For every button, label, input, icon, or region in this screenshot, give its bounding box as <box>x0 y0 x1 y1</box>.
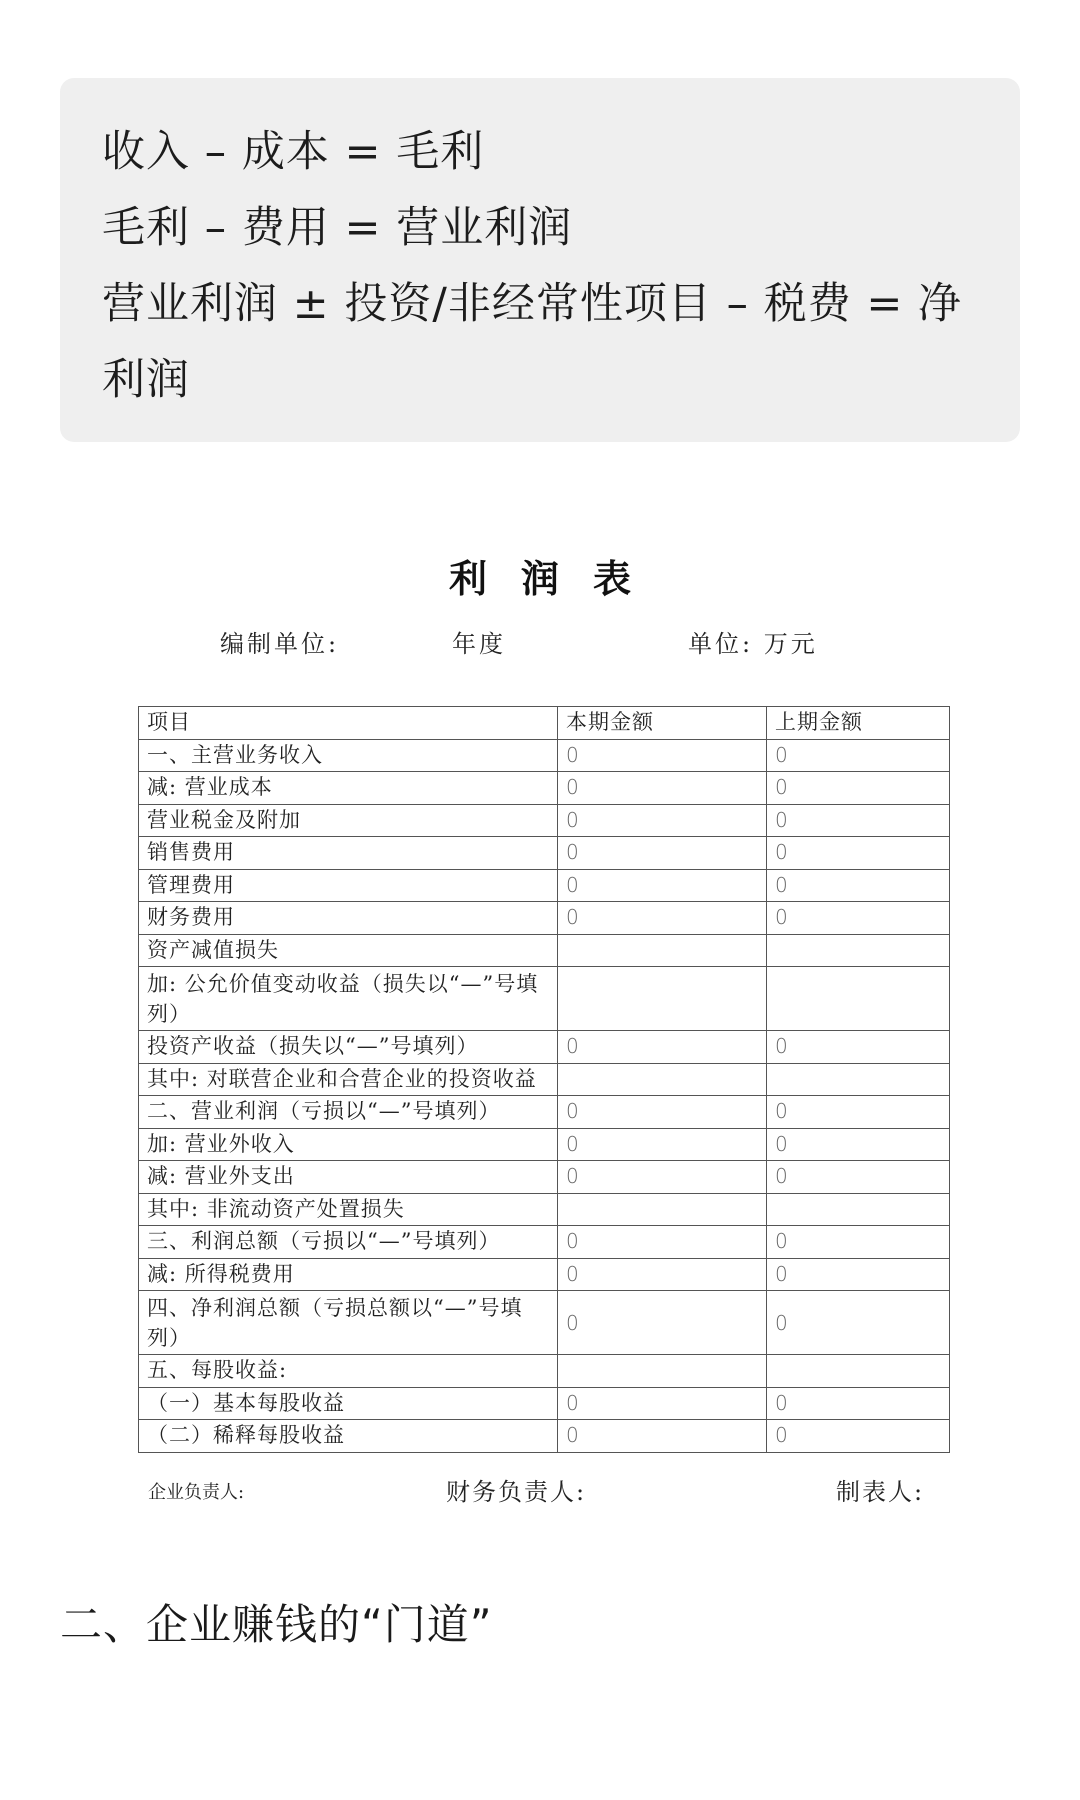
table-row <box>139 837 950 870</box>
header-previous: 上期金额 <box>767 707 950 740</box>
row-item: 其中: 非流动资产处置损失 <box>139 1193 558 1226</box>
row-item: 营业税金及附加 <box>139 804 558 837</box>
row-previous: 0 <box>767 1258 950 1291</box>
table-row <box>139 1258 950 1291</box>
header-item: 项目 <box>139 707 558 740</box>
row-item: 一、主营业务收入 <box>139 739 558 772</box>
row-current: 0 <box>558 1031 767 1064</box>
row-item: 资产减值损失 <box>139 934 558 967</box>
row-current: 0 <box>558 1420 767 1453</box>
row-previous: 0 <box>767 1226 950 1259</box>
table-row <box>139 772 950 805</box>
table-row <box>139 934 950 967</box>
row-item: 销售费用 <box>139 837 558 870</box>
row-previous: 0 <box>767 1420 950 1453</box>
section-heading: 二、企业赚钱的“门道” <box>60 1600 493 1649</box>
header-current: 本期金额 <box>558 707 767 740</box>
table-row <box>139 1387 950 1420</box>
row-previous <box>767 1063 950 1096</box>
row-previous: 0 <box>767 1291 950 1355</box>
row-current: 0 <box>558 739 767 772</box>
row-item: 三、利润总额（亏损以“—”号填列） <box>139 1226 558 1259</box>
row-item: 加: 公允价值变动收益（损失以“—”号填列） <box>139 967 558 1031</box>
row-current <box>558 1355 767 1388</box>
table-header-row <box>139 707 950 740</box>
row-item: 财务费用 <box>139 902 558 935</box>
compiler-label: 编制单位: <box>220 630 340 658</box>
row-previous <box>767 1355 950 1388</box>
row-item: 其中: 对联营企业和合营企业的投资收益 <box>139 1063 558 1096</box>
row-item: 减: 营业外支出 <box>139 1161 558 1194</box>
formula-gross-profit: 收入 – 成本 = 毛利 <box>102 127 485 177</box>
row-item: 投资产收益（损失以“—”号填列） <box>139 1031 558 1064</box>
row-previous <box>767 967 950 1031</box>
table-row <box>139 967 950 1031</box>
row-current: 0 <box>558 1387 767 1420</box>
year-label: 年度 <box>452 630 506 658</box>
row-previous: 0 <box>767 804 950 837</box>
row-previous: 0 <box>767 1387 950 1420</box>
row-current: 0 <box>558 772 767 805</box>
profit-statement-table <box>138 706 950 1453</box>
table-row <box>139 1420 950 1453</box>
row-previous <box>767 934 950 967</box>
row-previous: 0 <box>767 837 950 870</box>
row-current: 0 <box>558 1258 767 1291</box>
row-current: 0 <box>558 1226 767 1259</box>
row-previous: 0 <box>767 869 950 902</box>
row-current: 0 <box>558 1291 767 1355</box>
row-current <box>558 967 767 1031</box>
row-previous: 0 <box>767 1031 950 1064</box>
row-current <box>558 1063 767 1096</box>
preparer-label: 制表人: <box>836 1478 925 1506</box>
row-item: 二、营业利润（亏损以“—”号填列） <box>139 1096 558 1129</box>
unit-label: 单位: 万元 <box>688 630 818 658</box>
finance-head-label: 财务负责人: <box>446 1478 587 1506</box>
row-previous: 0 <box>767 902 950 935</box>
table-row <box>139 1355 950 1388</box>
row-previous: 0 <box>767 772 950 805</box>
row-previous: 0 <box>767 1161 950 1194</box>
row-item: 管理费用 <box>139 869 558 902</box>
row-current: 0 <box>558 1161 767 1194</box>
table-row <box>139 869 950 902</box>
table-row <box>139 902 950 935</box>
table-row <box>139 1161 950 1194</box>
formula-operating-profit: 毛利 – 费用 = 营业利润 <box>102 203 573 253</box>
row-item: 减: 所得税费用 <box>139 1258 558 1291</box>
table-row <box>139 1128 950 1161</box>
row-previous: 0 <box>767 1096 950 1129</box>
row-current: 0 <box>558 902 767 935</box>
row-current: 0 <box>558 804 767 837</box>
table-row <box>139 1031 950 1064</box>
row-previous <box>767 1193 950 1226</box>
table-row <box>139 1226 950 1259</box>
row-item: 减: 营业成本 <box>139 772 558 805</box>
row-current: 0 <box>558 837 767 870</box>
row-item: （二）稀释每股收益 <box>139 1420 558 1453</box>
row-item: （一）基本每股收益 <box>139 1387 558 1420</box>
row-item: 四、净利润总额（亏损总额以“—”号填列） <box>139 1291 558 1355</box>
table-row <box>139 1096 950 1129</box>
table-row <box>139 1193 950 1226</box>
row-current: 0 <box>558 1096 767 1129</box>
row-current: 0 <box>558 869 767 902</box>
statement-title: 利润表 <box>448 556 665 601</box>
table-row <box>139 1063 950 1096</box>
row-previous: 0 <box>767 1128 950 1161</box>
row-current <box>558 1193 767 1226</box>
row-item: 加: 营业外收入 <box>139 1128 558 1161</box>
enterprise-head-label: 企业负责人: <box>148 1482 245 1503</box>
table-row <box>139 804 950 837</box>
row-previous: 0 <box>767 739 950 772</box>
table-row <box>139 739 950 772</box>
formula-net-profit: 营业利润 ± 投资/非经常性项目 – 税费 = 净利润 <box>102 279 963 405</box>
row-current: 0 <box>558 1128 767 1161</box>
table-row <box>139 1291 950 1355</box>
formula-box <box>60 78 1020 442</box>
row-item: 五、每股收益: <box>139 1355 558 1388</box>
row-current <box>558 934 767 967</box>
